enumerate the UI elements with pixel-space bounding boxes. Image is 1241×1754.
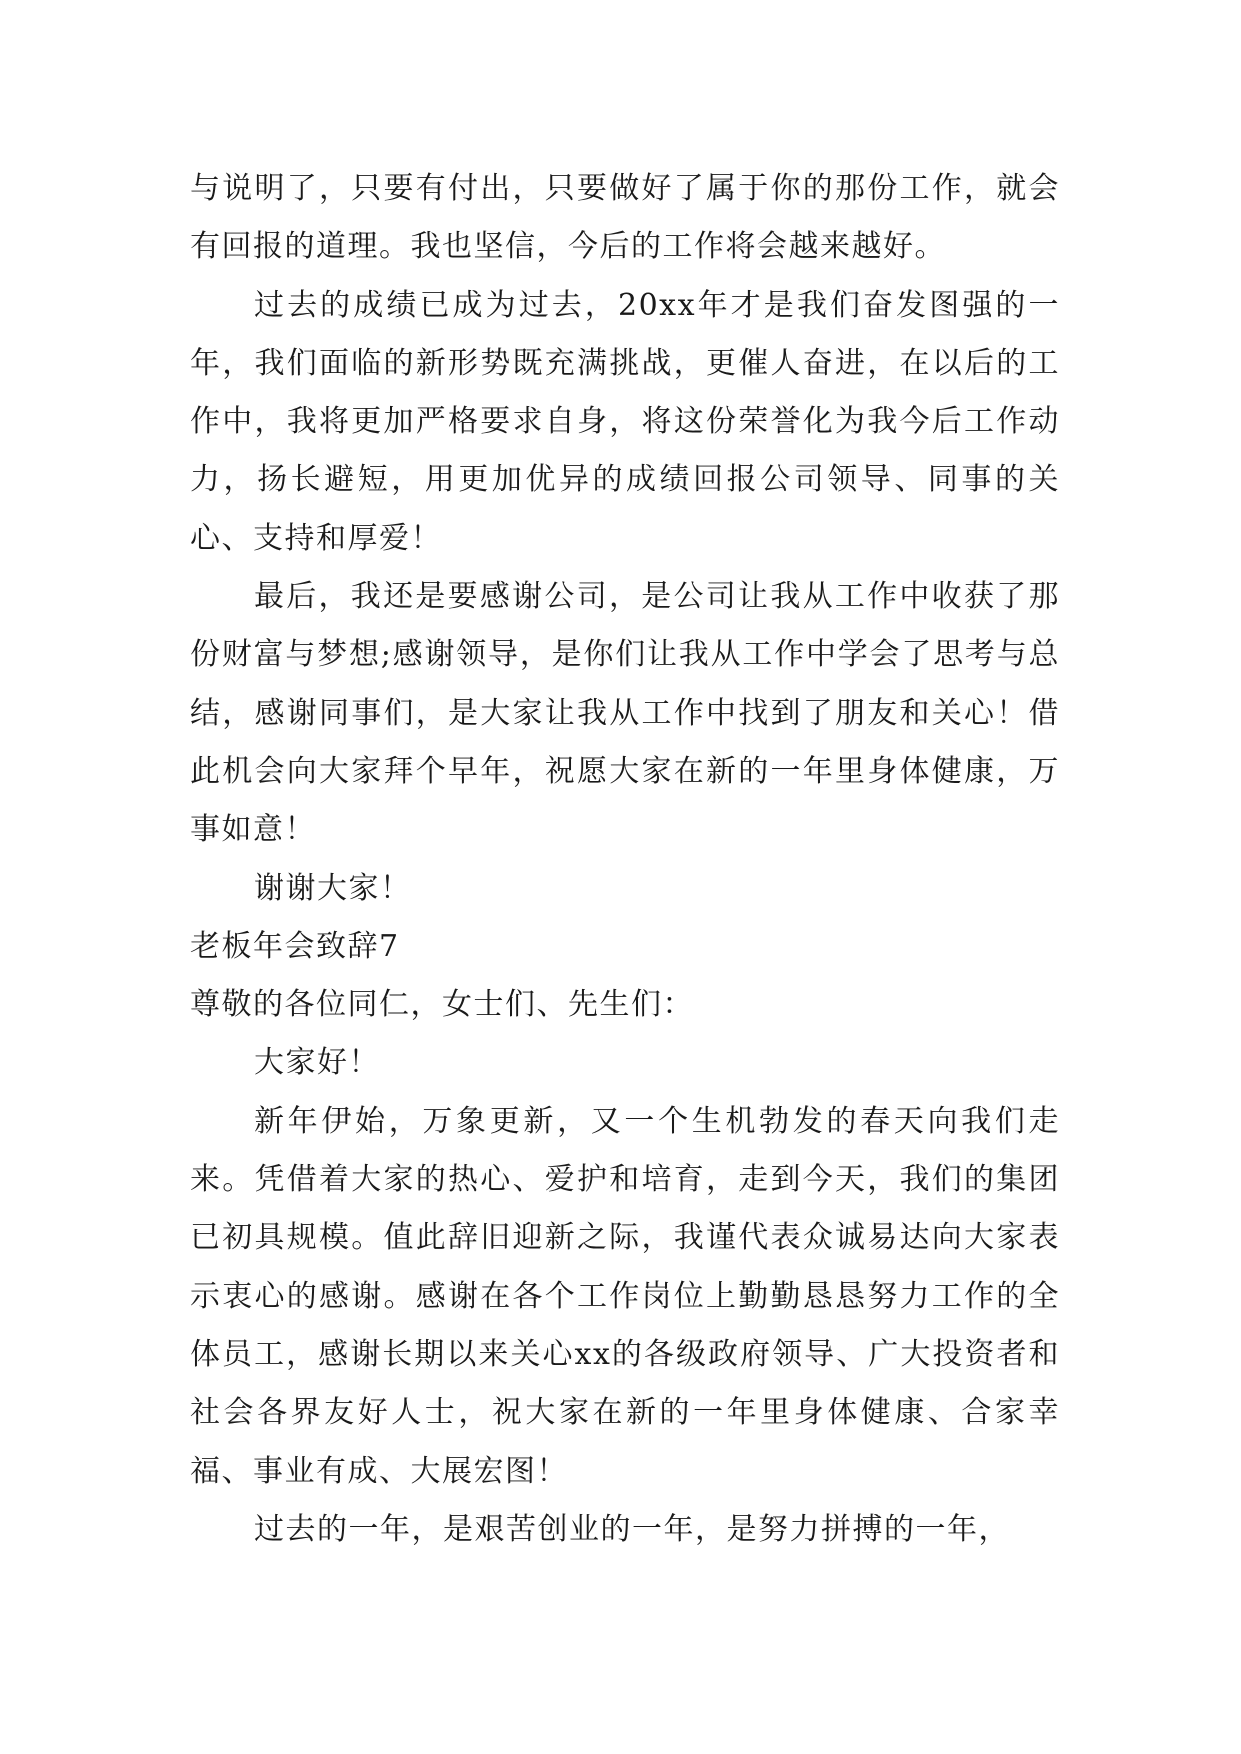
paragraph-closing: 谢谢大家！ [254, 870, 412, 906]
paragraph-continuation: 与说明了，只要有付出，只要做好了属于你的那份工作，就会有回报的道理。我也坚信，今后的工作将会越来越好。 [190, 171, 1060, 265]
paragraph-past-year: 过去的一年，是艰苦创业的一年，是努力拼搏的一年， [254, 1511, 1010, 1547]
paragraph-thanks: 最后，我还是要感谢公司，是公司让我从工作中收获了那份财富与梦想;感谢领导，是你们让我从工作中学会了思考与总结，感谢同事们，是大家让我从工作中找到了朋友和关心！借此机会向大家拜个早年，祝愿大家在新的一年里身体健康，万事如意！ [190, 579, 1060, 848]
salutation: 尊敬的各位同仁，女士们、先生们： [190, 987, 694, 1023]
paragraph-new-year: 新年伊始，万象更新，又一个生机勃发的春天向我们走来。凭借着大家的热心、爱护和培育，走到今天，我们的集团已初具规模。值此辞旧迎新之际，我谨代表众诚易达向大家表示衷心的感谢。感谢在各个工作岗位上勤勤恳恳努力工作的全体员工，感谢长期以来关心xx的各级政府领导、广大投资者和社会各界友好人士，祝大家在新的一年里身体健康、合家幸福、事业有成、大展宏图！ [190, 1103, 1060, 1489]
document-body [190, 160, 1060, 1559]
paragraph-greeting: 大家好！ [254, 1045, 380, 1081]
section-title: 老板年会致辞7 [190, 928, 400, 964]
paragraph-past-achievements: 过去的成绩已成为过去，20xx年才是我们奋发图强的一年，我们面临的新形势既充满挑战，更催人奋进，在以后的工作中，我将更加严格要求自身，将这份荣誉化为我今后工作动力，扬长避短，用更加优异的成绩回报公司领导、同事的关心、支持和厚爱！ [190, 287, 1060, 556]
